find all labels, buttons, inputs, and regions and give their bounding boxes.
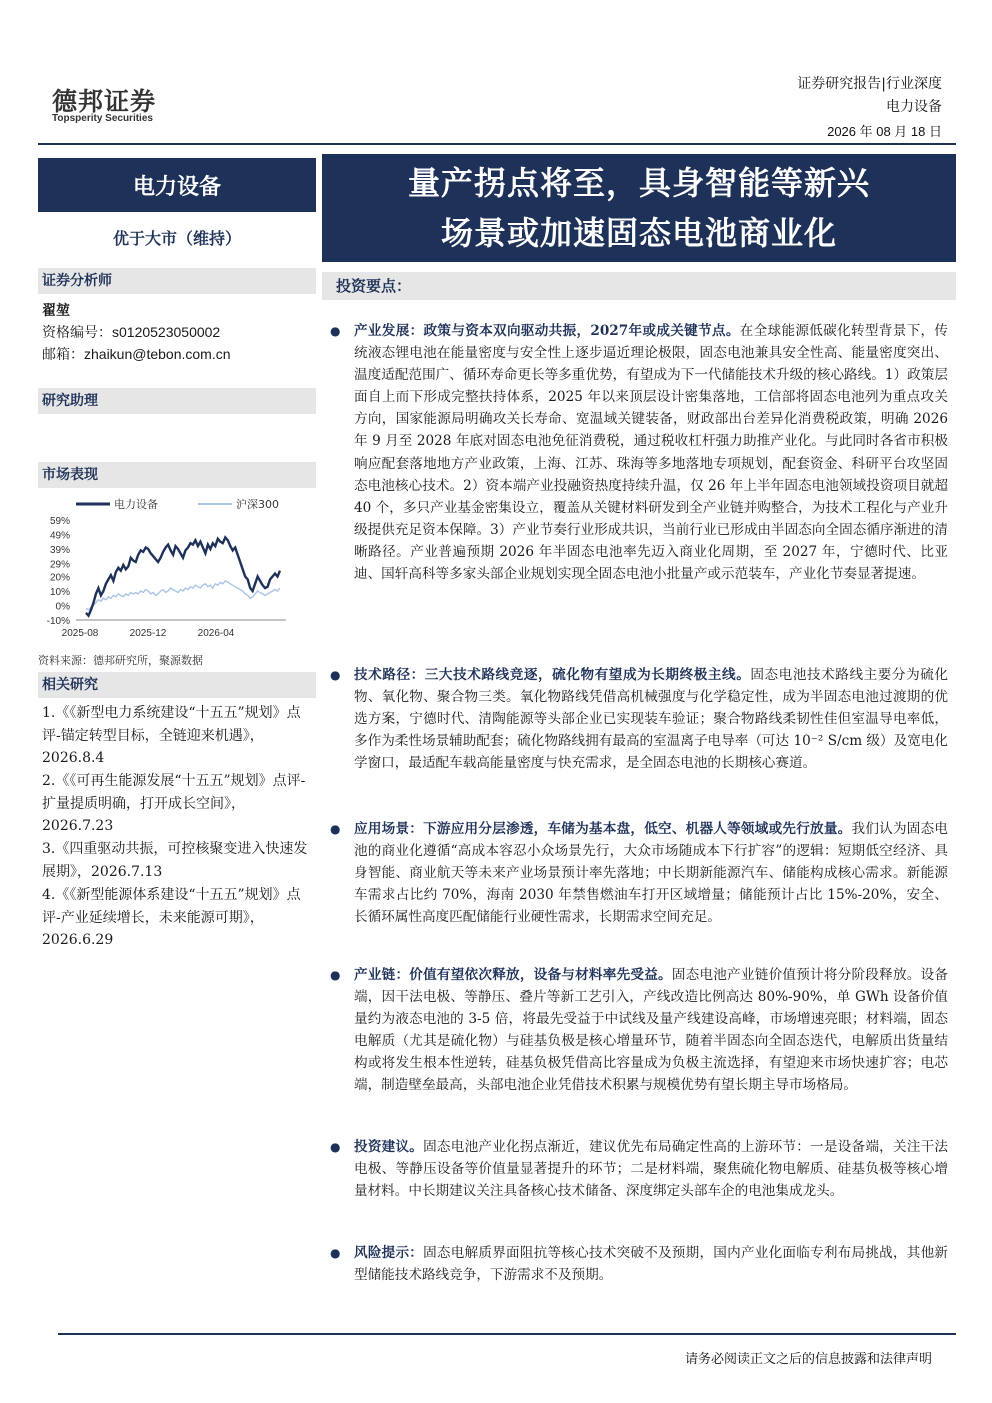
report-title: [322, 154, 956, 262]
x-tick-label: 2026-04: [197, 628, 235, 639]
series-line-sector: [86, 537, 280, 615]
rating: 优于大市（维持）: [112, 229, 241, 248]
chart-source: 资料来源：德邦研究所，聚源数据: [38, 654, 203, 667]
bullet-lead: 应用场景：下游应用分层渗透，车储为基本盘，低空、机器人等领域或先行放量。: [354, 821, 852, 837]
cert-number: s0120523050002: [112, 324, 221, 340]
email-address[interactable]: zhaikun@tebon.com.cn: [84, 346, 231, 362]
legend-label-series-1: 电力设备: [114, 498, 158, 511]
y-tick-label: 0%: [55, 601, 70, 613]
bullet-application-scenarios: [330, 818, 948, 928]
x-tick-label: 2025-12: [129, 628, 167, 639]
bullet-risk-warning: [330, 1242, 948, 1286]
sector-title: 电力设备: [38, 158, 316, 212]
market-performance-chart: [38, 494, 298, 644]
related-item[interactable]: 3.《四重驱动共振，可控核聚变进入快速发展期》，2026.7.13: [42, 841, 308, 880]
related-research-list: [42, 702, 312, 952]
title-line-1: 量产拐点将至，具身智能等新兴: [407, 164, 870, 202]
bullet-technology-path: [330, 664, 948, 774]
bullet-lead: 产业发展：政策与资本双向驱动共振，2027年或成关键节点。: [354, 323, 740, 339]
footer-divider: [58, 1333, 956, 1335]
bullet-lead: 风险提示：: [354, 1245, 424, 1261]
bullet-text: 我们认为固态电池的商业化遵循“高成本容忍小众场景先行，大众市场随成本下行扩容”的逻辑：短期低空经济、具身智能、商业航天等未来产业场景预计率先落地；中长期新能源汽车、储能构成核心需求。新能源车需求占比约 70%，海南 2030 年禁售燃油车打开区域增量；储能预计占比 15%-20%，安全、长循环属性高度匹配储能行业硬性需求，长期需求空间充足。: [354, 821, 949, 926]
chart-legend: [76, 497, 279, 511]
y-tick-label: -10%: [46, 616, 70, 627]
related-heading: 相关研究: [38, 672, 316, 698]
investment-highlights-heading: 投资要点：: [322, 272, 956, 300]
title-line-2: 场景或加速固态电池商业化: [440, 214, 837, 252]
bullet-investment-advice: [330, 1136, 948, 1202]
legend-label-series-2: 沪深300: [236, 498, 279, 511]
bullet-dot-icon: ●: [330, 668, 341, 682]
bullet-text: 固态电池产业链价值预计将分阶段释放。设备端，因干法电极、等静压、叠片等新工艺引入，产线改造比例高达 80%-90%，单 GWh 设备价值量约为液态电池的 3-5 倍，将最先受益于中试线及量产线建设高峰，市场增速亮眼；材料端，固态电解质（尤其是硫化物）与硅基负极是核心增量环节，随着半固态向全固态迭代，电解质出货量结构或将发生根本性逆转，硅基负极凭借高比容量成为负极主流选择，有望迎来市场快速扩容；电芯端，制造壁垒最高，头部电池企业凭借技术积累与规模优势有望长期主导市场格局。: [354, 967, 949, 1094]
market-heading: 市场表现: [38, 462, 316, 488]
company-logo-cn: 德邦证券: [52, 87, 157, 116]
report-industry: 电力设备: [886, 99, 942, 115]
bullet-dot-icon: ●: [330, 968, 341, 982]
analyst-cert: [42, 321, 220, 344]
x-axis: [62, 620, 286, 639]
report-type: 证券研究报告|行业深度: [797, 76, 942, 92]
email-label: 邮箱：: [42, 347, 84, 363]
y-axis: [47, 516, 70, 627]
related-item[interactable]: 4.《《新型能源体系建设“十五五”规划》点评-产业延续增长，未来能源可期》，2026.6.29: [42, 887, 301, 949]
assistant-heading: 研究助理: [38, 388, 316, 414]
y-tick-label: 10%: [49, 587, 70, 599]
bullet-dot-icon: ●: [330, 1140, 341, 1154]
y-tick-label: 59%: [49, 516, 70, 527]
analyst-email: [42, 343, 231, 366]
header-divider: [38, 143, 956, 145]
chart-lines: [86, 537, 280, 615]
bullet-text: 固态电池产业化拐点渐近，建议优先布局确定性高的上游环节：一是设备端，关注干法电极、等静压设备等价值量显著提升的环节；二是材料端，聚焦硫化物电解质、硅基负极等核心增量材料。中长期建议关注具备核心技术储备、深度绑定头部车企的电池集成龙头。: [354, 1139, 949, 1200]
bullet-text: 在全球能源低碳化转型背景下，传统液态锂电池在能量密度与安全性上逐步逼近理论极限，固态电池兼具安全性高、能量密度突出、温度适配范围广、循环寿命更长等多重优势，有望成为下一代储能技术升级的核心路线。1）政策层面自上而下形成完整扶持体系，2025 年以来顶层设计密集落地，工信部将固态电池列为重点攻关方向，国家能源局明确攻关长寿命、宽温域关键装备，财政部出台差异化消费税政策，明确 2026 年 9 月至 2028 年底对固态电池免征消费税，通过税收杠杆强力助推产业化。与此同时各省市积极响应配套落地地方产业政策，上海、江苏、珠海等多地落地专项规划，配套资金、科研平台攻坚固态电池核心技术。2）资本端产业投融资热度持续升温，仅 26 年上半年固态电池领域投资项目就超 40 个，多只产业基金密集设立，覆盖从关键材料研发到全产业链并购整合，为技术工程化与产业升级提供充足资本保障。3）产业节奏行业形成共识，当前行业已形成由半固态向全固态循序渐进的清晰路径。产业普遍预期 2026 年半固态电池率先迈入商业化周期，至 2027 年，宁德时代、比亚迪、国轩高科等多家头部企业规划实现全固态电池小批量产或示范装车，产业化节奏显著提速。: [354, 323, 948, 583]
bullet-dot-icon: ●: [330, 324, 341, 338]
bullet-lead: 投资建议。: [354, 1139, 424, 1155]
analyst-name: 翟堃: [42, 303, 70, 319]
bullet-dot-icon: ●: [330, 1246, 341, 1260]
bullet-lead: 技术路径：三大技术路线竞逐，硫化物有望成为长期终极主线。: [354, 667, 751, 683]
bullet-industry-development: [330, 320, 948, 585]
y-tick-label: 39%: [49, 544, 70, 556]
related-item[interactable]: 2.《《可再生能源发展“十五五”规划》点评-扩量提质明确，打开成长空间》，2026.7.23: [42, 773, 306, 835]
footer-disclaimer[interactable]: 请务必阅读正文之后的信息披露和法律声明: [684, 1352, 932, 1367]
bullet-text: 固态电解质界面阻抗等核心技术突破不及预期，国内产业化面临专利布局挑战，其他新型储能技术路线竞争，下游需求不及预期。: [354, 1245, 949, 1284]
series-line-index: [86, 581, 280, 610]
y-tick-label: 29%: [49, 559, 70, 571]
bullet-dot-icon: ●: [330, 822, 341, 836]
x-tick-label: 2025-08: [61, 628, 99, 639]
y-tick-label: 20%: [49, 572, 70, 584]
company-logo-en: Topsperity Securities: [52, 113, 153, 124]
related-item[interactable]: 1.《《新型电力系统建设“十五五”规划》点评-锚定转型目标，全链迎来机遇》，2026.8.4: [42, 705, 301, 767]
cert-label: 资格编号：: [42, 325, 112, 341]
report-date: 2026 年 08 月 18 日: [827, 124, 942, 139]
bullet-text: 固态电池技术路线主要分为硫化物、氧化物、聚合物三类。氧化物路线凭借高机械强度与化学稳定性，成为半固态电池过渡期的优选方案，宁德时代、清陶能源等头部企业已实现装车验证；聚合物路线柔韧性佳但室温导电率低，多作为柔性场景辅助配套；硫化物路线拥有最高的室温离子电导率（可达 10⁻² S/cm 级）及宽电化学窗口，最适配车载高能量密度与快充需求，是全固态电池的长期核心赛道。: [354, 667, 948, 772]
analyst-heading: 证券分析师: [38, 268, 316, 294]
bullet-lead: 产业链：价值有望依次释放，设备与材料率先受益。: [354, 967, 672, 983]
bullet-industry-chain: [330, 964, 948, 1097]
y-tick-label: 49%: [49, 530, 70, 542]
